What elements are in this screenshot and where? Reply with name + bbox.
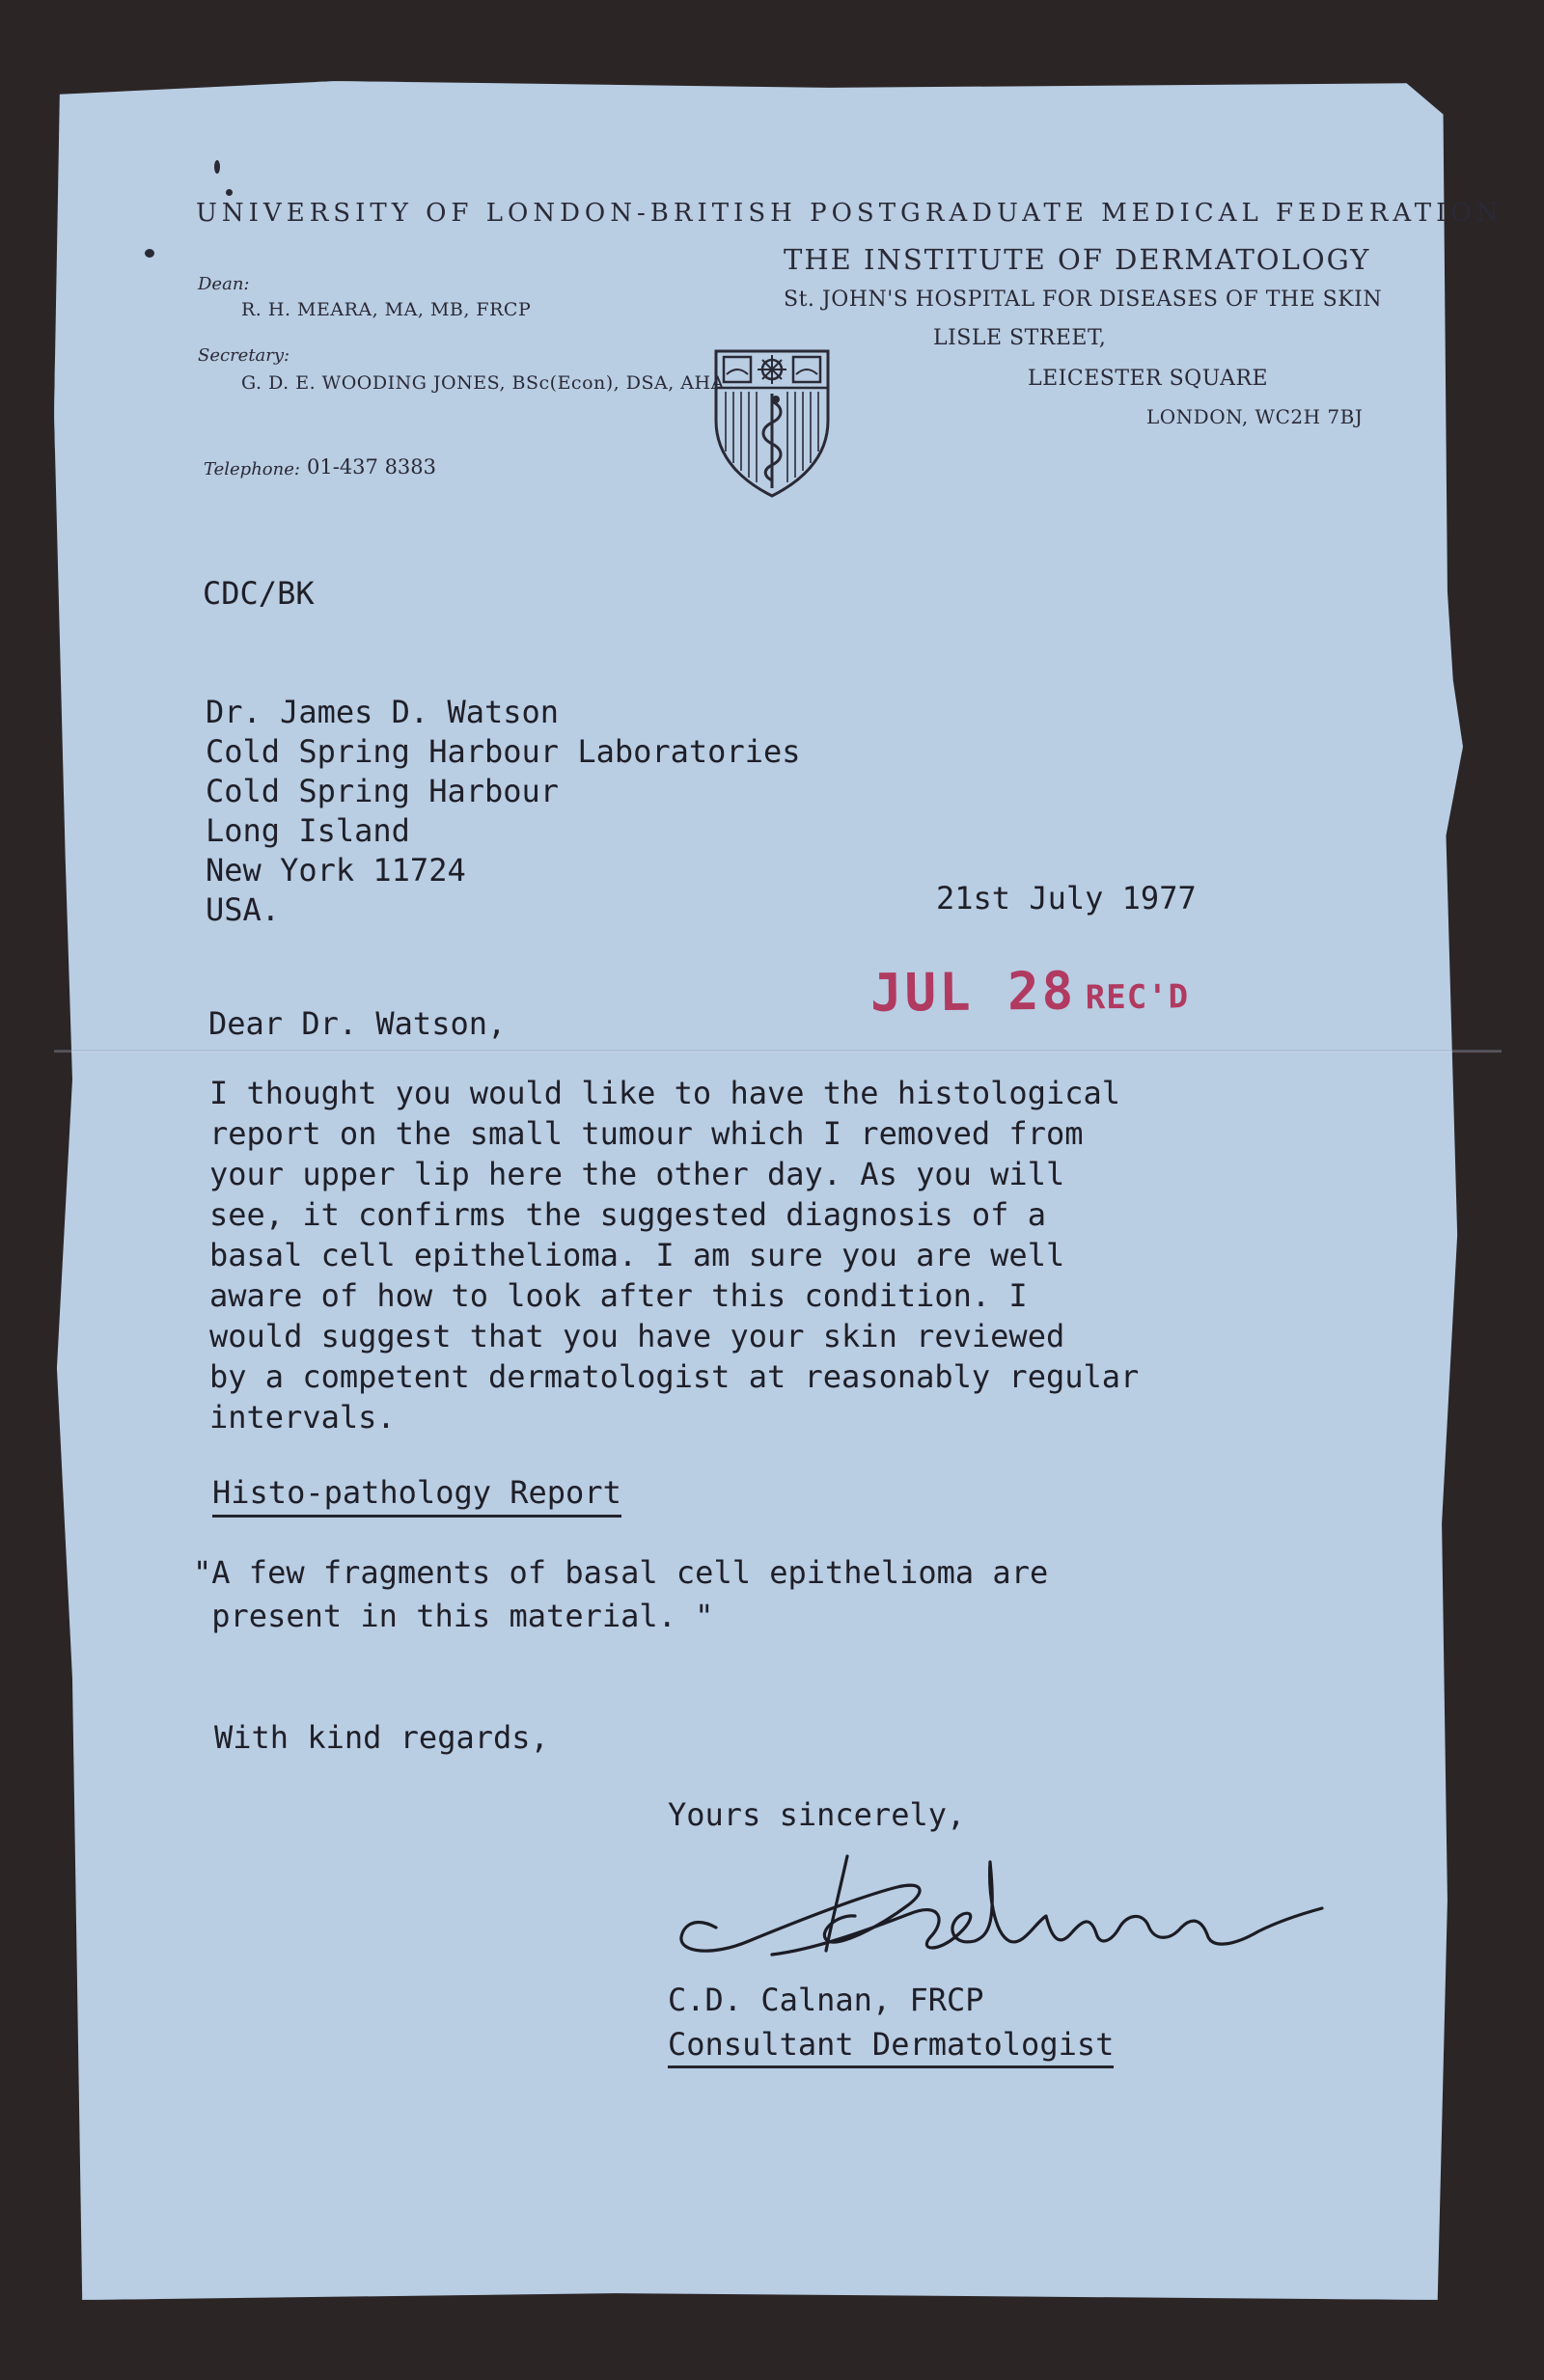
report-quote (193, 1551, 1048, 1638)
body-line: would suggest that you have your skin reviewed (209, 1318, 1065, 1354)
sign-off: Yours sincerely, (668, 1796, 966, 1833)
university-heading: UNIVERSITY OF LONDON-BRITISH POSTGRADUATE MEDICAL FEDERATION (196, 199, 1503, 228)
reference-code: CDC/BK (203, 575, 315, 612)
signatory-title: Consultant Dermatologist (668, 2026, 1114, 2068)
address-square: LEICESTER SQUARE (1028, 367, 1269, 391)
address-city: LONDON, WC2H 7BJ (1146, 405, 1364, 428)
body-line: intervals. (209, 1399, 396, 1436)
telephone-number: 01-437 8383 (307, 455, 437, 479)
hospital-name: St. JOHN'S HOSPITAL FOR DISEASES OF THE SKIN (784, 287, 1383, 312)
ink-speck (226, 189, 233, 196)
address-street: LISLE STREET, (933, 326, 1107, 350)
institute-name: THE INSTITUTE OF DERMATOLOGY (784, 243, 1371, 276)
received-stamp (870, 959, 1190, 1023)
body-line: see, it confirms the suggested diagnosis of a (209, 1196, 1046, 1233)
institute-crest-icon (712, 345, 832, 500)
secretary-label: Secretary: (198, 345, 290, 366)
handwritten-signature (656, 1833, 1351, 1987)
body-line: report on the small tumour which I removed from (209, 1115, 1084, 1152)
quote-line: "A few fragments of basal cell epithelioma are (193, 1554, 1049, 1591)
body-line: by a competent dermatologist at reasonably regular (209, 1358, 1140, 1395)
address-line: Cold Spring Harbour (206, 773, 560, 809)
ink-speck (214, 160, 220, 174)
body-line: basal cell epithelioma. I am sure you are well (209, 1237, 1065, 1273)
address-line: Dr. James D. Watson (206, 694, 560, 730)
ink-speck (145, 249, 154, 258)
secretary-name: G. D. E. WOODING JONES, BSc(Econ), DSA, AHA (241, 372, 725, 394)
letter-body (209, 1073, 1139, 1437)
address-line: Long Island (206, 812, 410, 849)
address-line: USA. (206, 891, 281, 928)
body-line: your upper lip here the other day. As you will (209, 1156, 1065, 1192)
report-heading: Histo-pathology Report (212, 1474, 621, 1518)
address-line: New York 11724 (206, 852, 466, 889)
quote-line: present in this material. " (193, 1598, 714, 1634)
stamp-date: JUL 28 (869, 960, 1077, 1024)
paper-fold-crease (54, 1050, 1502, 1053)
signatory-name: C.D. Calnan, FRCP (668, 1982, 984, 2018)
recipient-address (206, 693, 801, 930)
body-line: aware of how to look after this condition. I (209, 1277, 1028, 1314)
telephone-label: Telephone: (204, 459, 300, 479)
dean-label: Dean: (198, 274, 250, 294)
address-line: Cold Spring Harbour Laboratories (206, 733, 801, 770)
letter-date: 21st July 1977 (936, 880, 1197, 916)
salutation: Dear Dr. Watson, (208, 1005, 507, 1042)
stamp-received: REC'D (1085, 977, 1190, 1018)
body-line: I thought you would like to have the histological (209, 1075, 1121, 1111)
dean-name: R. H. MEARA, MA, MB, FRCP (241, 299, 532, 320)
closing-regards: With kind regards, (214, 1719, 549, 1756)
